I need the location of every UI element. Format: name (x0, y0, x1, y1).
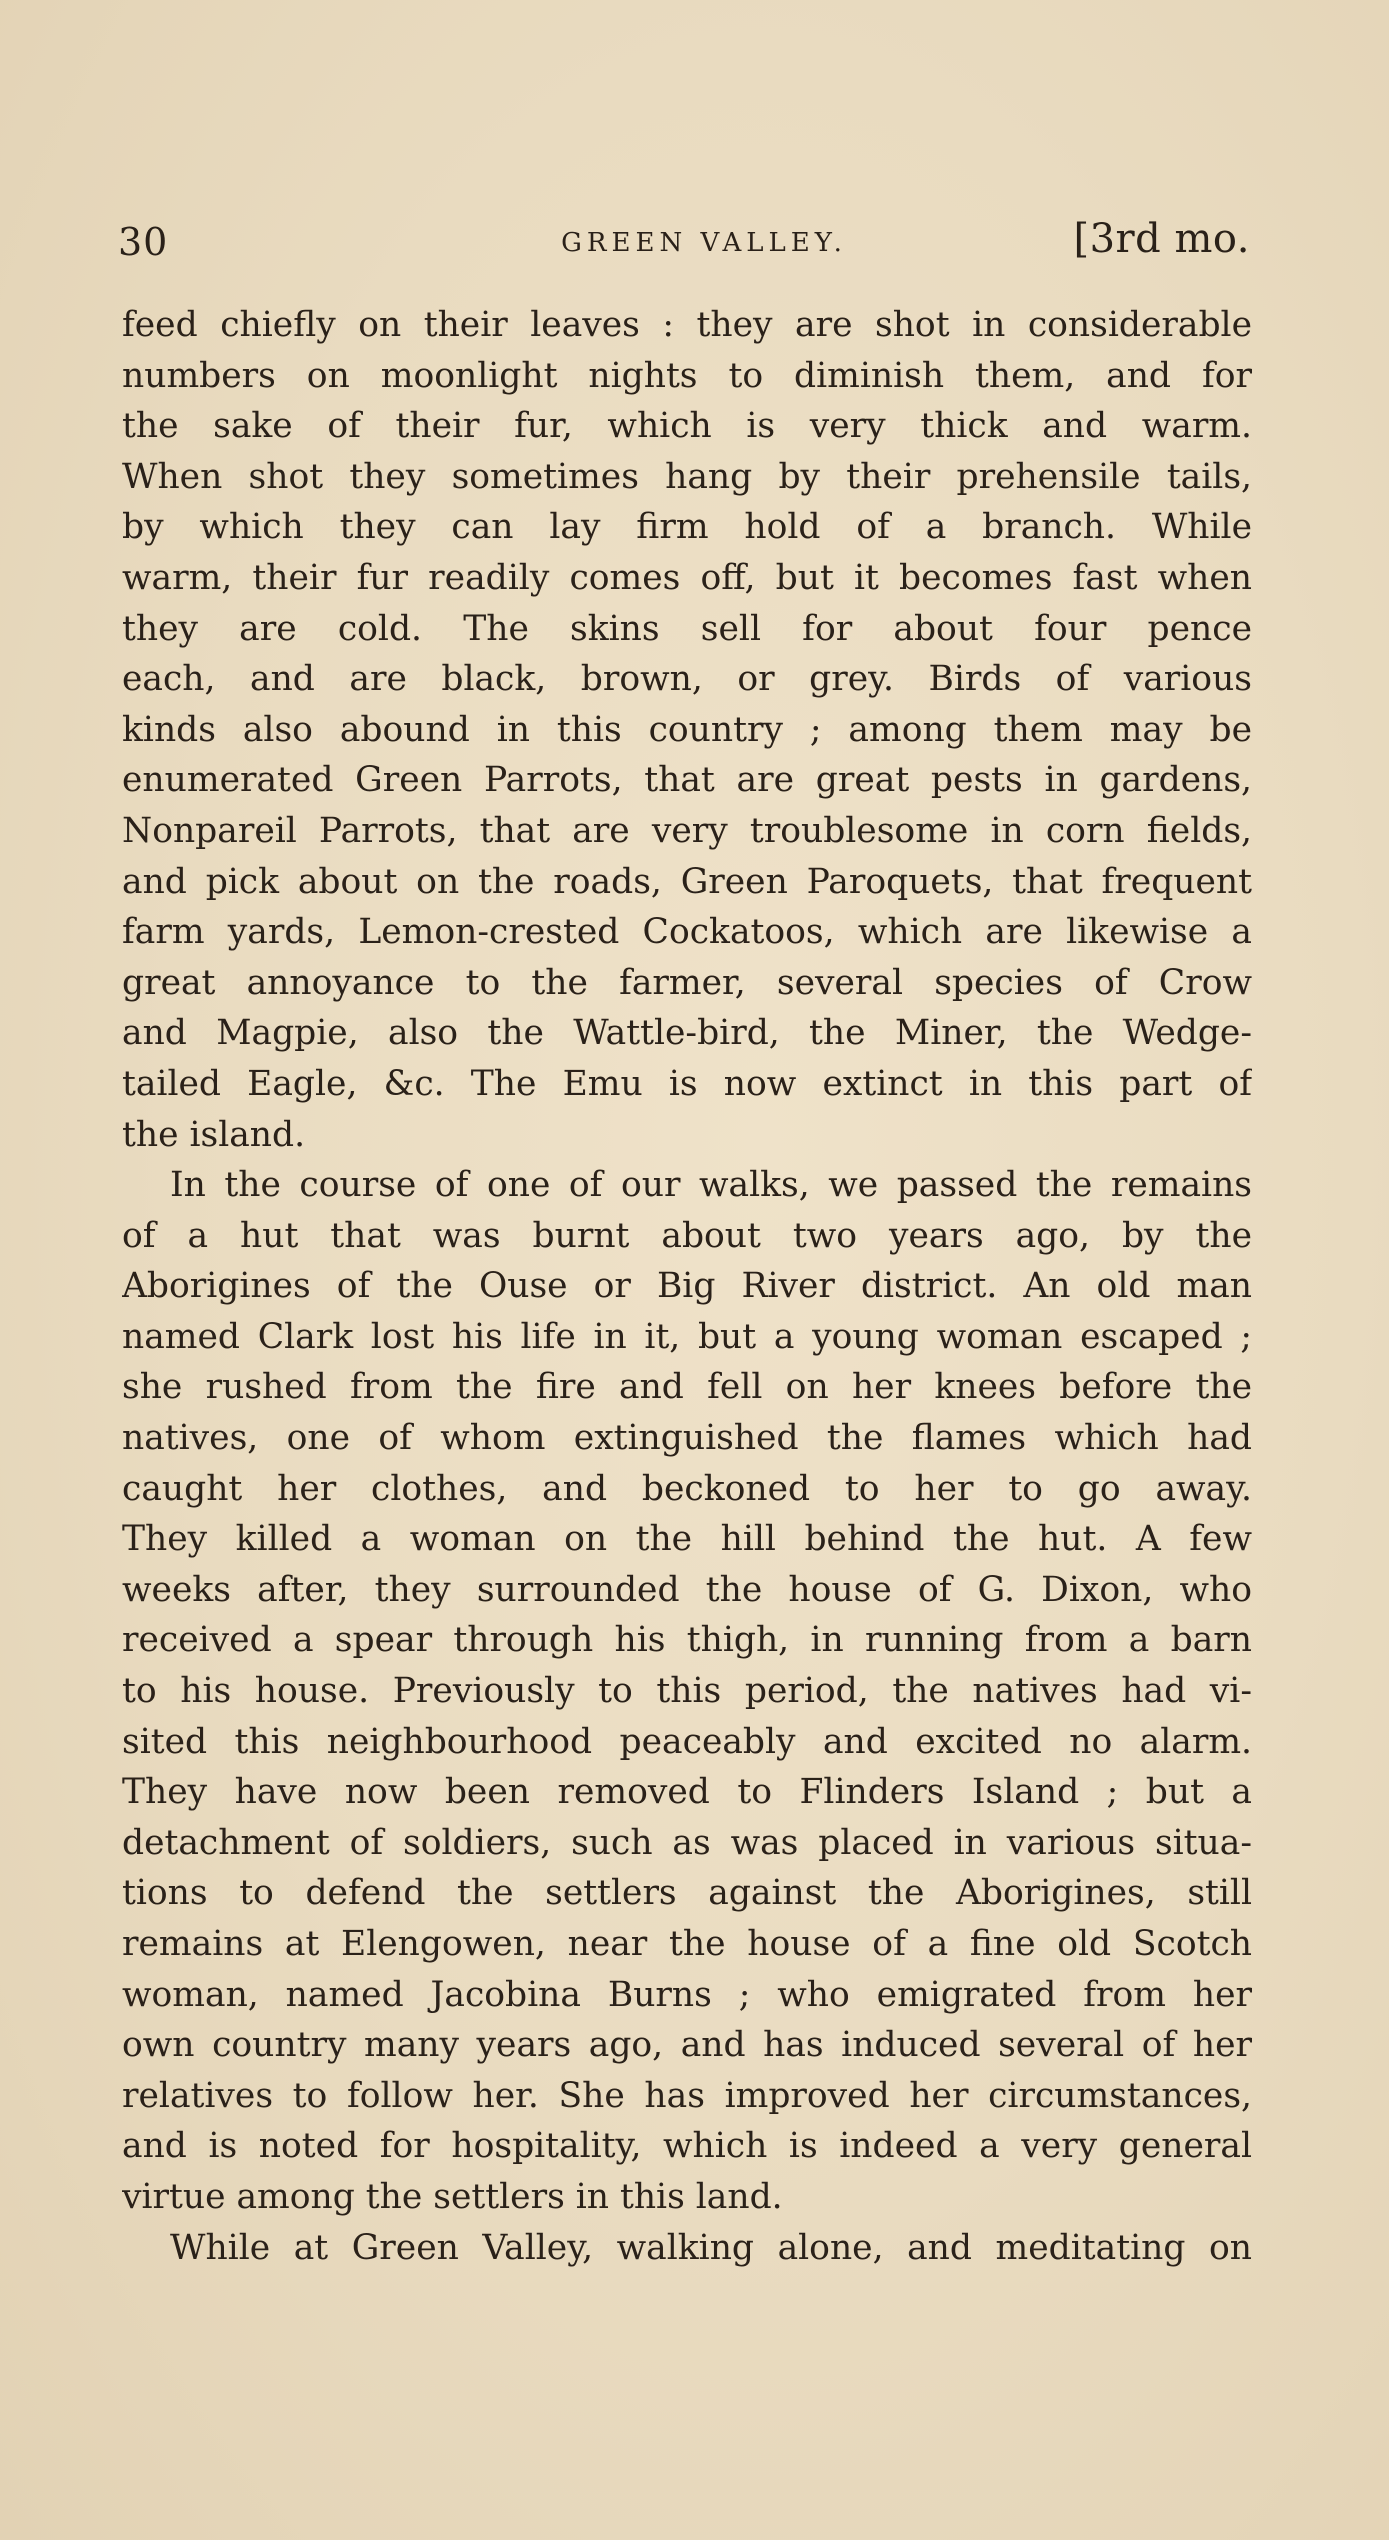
text-line: own country many years ago, and has induced several of her (122, 2025, 1252, 2066)
text-line: While at Green Valley, walking alone, and meditating on (170, 2227, 1252, 2268)
text-line: They killed a woman on the hill behind the hut. A few (122, 1519, 1252, 1560)
text-line: named Clark lost his life in it, but a young woman escaped ; (122, 1316, 1252, 1357)
text-line: sited this neighbourhood peaceably and excited no alarm. (122, 1721, 1252, 1762)
text-line: In the course of one of our walks, we passed the remains (170, 1165, 1252, 1206)
body-text (122, 300, 1252, 2273)
text-line: each, and are black, brown, or grey. Birds of various (122, 659, 1252, 700)
text-line: detachment of soldiers, such as was placed in various situa- (122, 1822, 1252, 1863)
text-line: by which they can lay firm hold of a branch. While (122, 507, 1252, 548)
text-line: tailed Eagle, &c. The Emu is now extinct in this part of (122, 1063, 1252, 1104)
text-line: and is noted for hospitality, which is indeed a very general (122, 2126, 1252, 2167)
text-line: caught her clothes, and beckoned to her to go away. (122, 1468, 1252, 1509)
text-line: When shot they sometimes hang by their prehensile tails, (122, 456, 1252, 497)
text-line: Aborigines of the Ouse or Big River district. An old man (122, 1266, 1252, 1307)
text-line: farm yards, Lemon-crested Cockatoos, which are likewise a (122, 912, 1252, 953)
text-line: the island. (122, 1114, 306, 1155)
running-title: GREEN VALLEY. (561, 228, 847, 258)
text-line: great annoyance to the farmer, several species of Crow (122, 962, 1252, 1003)
text-line: tions to defend the settlers against the Aborigines, still (122, 1873, 1252, 1914)
text-line: woman, named Jacobina Burns ; who emigrated from her (122, 1974, 1252, 2015)
text-line: and Magpie, also the Wattle-bird, the Miner, the Wedge- (122, 1013, 1252, 1054)
text-line: received a spear through his thigh, in running from a barn (122, 1620, 1252, 1661)
text-line: Nonpareil Parrots, that are very troublesome in corn fields, (122, 810, 1252, 851)
text-line: and pick about on the roads, Green Paroquets, that frequent (122, 861, 1252, 902)
text-line: natives, one of whom extinguished the flames which had (122, 1418, 1252, 1459)
text-line: virtue among the settlers in this land. (122, 2176, 783, 2217)
page-number: 30 (118, 220, 169, 264)
text-line: relatives to follow her. She has improved her circumstances, (122, 2075, 1252, 2116)
text-line: weeks after, they surrounded the house of G. Dixon, who (122, 1569, 1252, 1610)
text-line: They have now been removed to Flinders Island ; but a (122, 1772, 1252, 1813)
running-head (118, 210, 1250, 274)
text-line: to his house. Previously to this period, the natives had vi- (122, 1671, 1252, 1712)
text-line: they are cold. The skins sell for about four pence (122, 608, 1252, 649)
text-line: enumerated Green Parrots, that are great pests in gardens, (122, 760, 1252, 801)
text-line: the sake of their fur, which is very thick and warm. (122, 406, 1252, 447)
section-marker: [3rd mo. (1073, 216, 1250, 262)
text-line: numbers on moonlight nights to diminish them, and for (122, 355, 1252, 396)
text-line: kinds also abound in this country ; among them may be (122, 709, 1252, 750)
text-line: feed chiefly on their leaves : they are shot in considerable (122, 305, 1252, 345)
text-line: she rushed from the fire and fell on her knees before the (122, 1367, 1252, 1408)
text-line: remains at Elengowen, near the house of a fine old Scotch (122, 1924, 1252, 1964)
text-line: of a hut that was burnt about two years ago, by the (122, 1215, 1252, 1256)
text-line: warm, their fur readily comes off, but it becomes fast when (122, 557, 1252, 598)
